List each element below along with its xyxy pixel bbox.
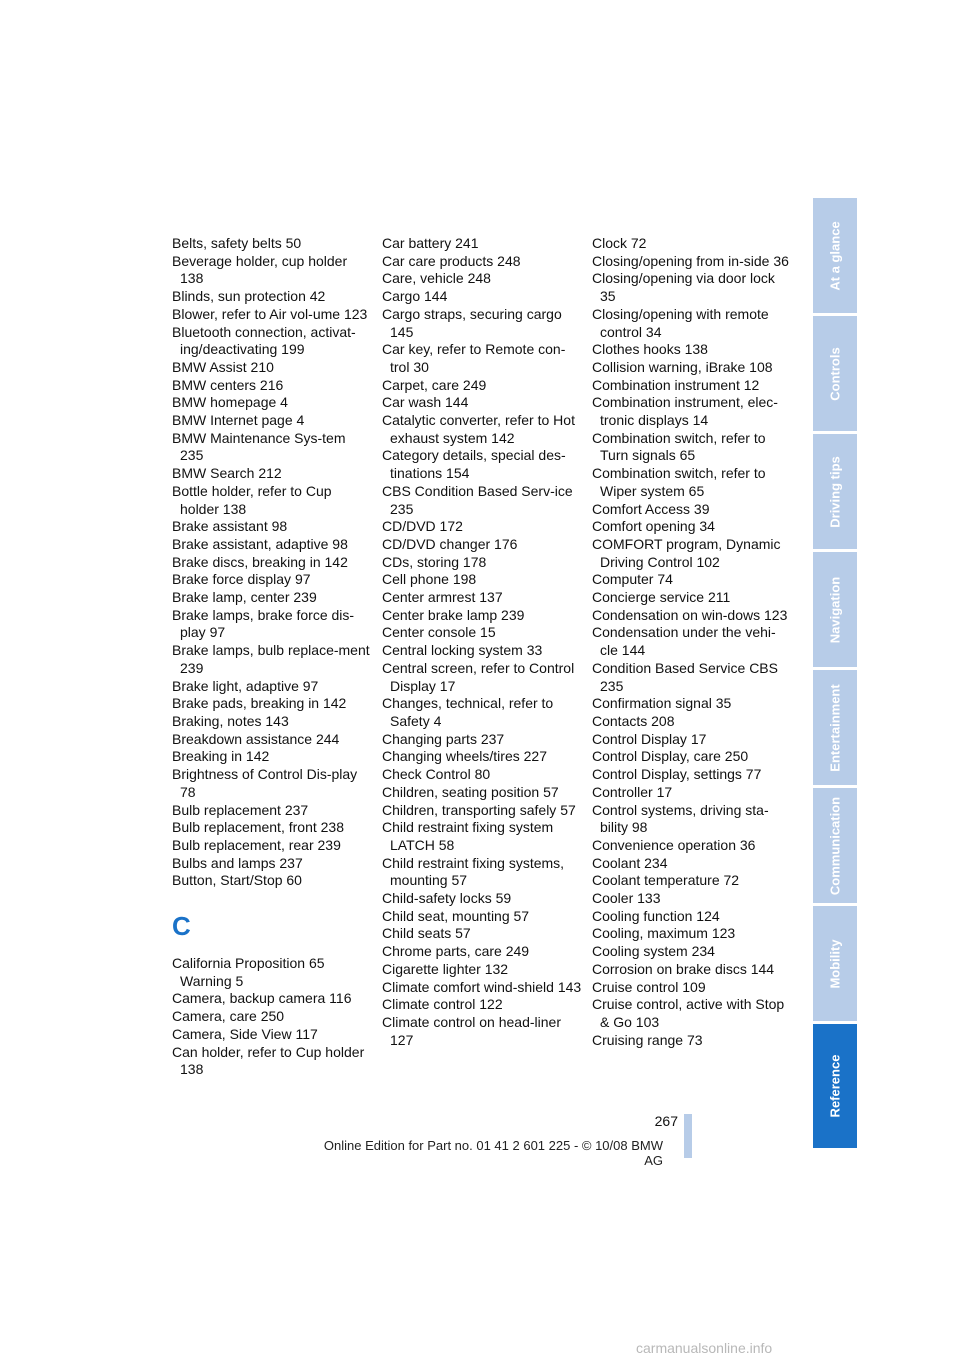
index-entry: COMFORT program, Dynamic Driving Control 102 [592, 535, 781, 570]
index-entry: Clock 72 [592, 235, 647, 251]
index-entry: Cruising range 73 [592, 1031, 703, 1048]
index-entry: Brake lamps, bulb replace-ment 239 [172, 642, 370, 676]
index-entry: Child-safety locks 59 [382, 890, 512, 907]
index-entry: Bulb replacement 237 [172, 801, 309, 818]
index-entry: Camera, Side View 117 [172, 1025, 318, 1042]
page-number: 267 [654, 1113, 678, 1129]
index-entry: Car battery 241 [382, 235, 479, 251]
index-entry: Brake force display 97 [172, 571, 311, 588]
index-entry: Cooling system 234 [592, 943, 715, 960]
index-entry: Cooling function 124 [592, 907, 720, 924]
index-entry: Coolant 234 [592, 854, 668, 871]
index-entry: Children, transporting safely 57 [382, 801, 576, 818]
index-entry: Bulb replacement, front 238 [172, 819, 344, 836]
section-tabs [813, 198, 857, 1151]
tab-at-a-glance[interactable] [813, 198, 857, 313]
index-entry: Breakdown assistance 244 [172, 730, 340, 747]
index-entry: Changing parts 237 [382, 730, 505, 747]
index-entry: Beverage holder, cup holder 138 [172, 252, 348, 287]
index-entry: Bottle holder, refer to Cup holder 138 [172, 482, 332, 517]
index-entry: Catalytic converter, refer to Hot exhaust system 142 [382, 412, 575, 446]
index-entry: CD/DVD 172 [382, 518, 463, 535]
index-entry: Camera, care 250 [172, 1008, 285, 1025]
index-entry: Central locking system 33 [382, 642, 543, 659]
index-entry: Button, Start/Stop 60 [172, 872, 302, 889]
index-entry: Comfort Access 39 [592, 500, 710, 517]
index-entry: Condensation on win-dows 123 [592, 606, 788, 623]
index-entry: BMW Assist 210 [172, 358, 274, 375]
index-entry: BMW homepage 4 [172, 394, 288, 411]
index-entry: Cruise control, active with Stop & Go 103 [592, 996, 785, 1030]
index-entry: Belts, safety belts 50 [172, 235, 302, 251]
index-entry: Blower, refer to Air vol-ume 123 [172, 305, 368, 322]
index-entry: Changes, technical, refer to Safety 4 [382, 695, 554, 729]
tab-label: Navigation [827, 576, 843, 643]
tab-label: Driving tips [827, 455, 843, 528]
tab-label: Mobility [827, 938, 843, 989]
index-entry: Closing/opening with remote control 34 [592, 305, 769, 340]
index-entry: Cruise control 109 [592, 978, 706, 995]
index-entry: Control Display, settings 77 [592, 766, 762, 783]
index-column-3 [592, 235, 792, 1049]
tab-controls[interactable] [813, 316, 857, 431]
index-entry: Chrome parts, care 249 [382, 943, 530, 960]
index-entry: CD/DVD changer 176 [382, 535, 518, 552]
tab-label: At a glance [827, 220, 843, 291]
index-entry: Child seats 57 [382, 925, 471, 942]
index-entry: Check Control 80 [382, 766, 491, 783]
tab-label: Controls [827, 346, 843, 401]
index-entry: Combination instrument, elec-tronic displays 14 [592, 394, 778, 429]
index-entry: Bluetooth connection, activat-ing/deactivating 199 [172, 323, 356, 358]
footer-text: Online Edition for Part no. 01 41 2 601 225 - © 10/08 BMW AG [323, 1138, 663, 1168]
index-entry: Control Display 17 [592, 730, 707, 747]
index-column-1 [172, 235, 372, 1079]
index-column-2 [382, 235, 582, 1049]
index-entry: Confirmation signal 35 [592, 695, 732, 712]
section-c-entries [172, 955, 372, 1079]
index-entry: Cigarette lighter 132 [382, 960, 509, 977]
index-entry: Convenience operation 36 [592, 836, 756, 853]
index-entry: BMW Search 212 [172, 465, 282, 482]
index-entry: Child seat, mounting 57 [382, 907, 530, 924]
index-entry: CDs, storing 178 [382, 553, 487, 570]
index-entry: Blinds, sun protection 42 [172, 288, 326, 305]
index-entry: Collision warning, iBrake 108 [592, 358, 773, 375]
tab-mobility[interactable] [813, 906, 857, 1021]
index-entry: Climate control 122 [382, 996, 503, 1013]
index-entry: Controller 17 [592, 783, 673, 800]
tab-label: Communication [827, 796, 843, 895]
tab-driving-tips[interactable] [813, 434, 857, 549]
index-entry: BMW Internet page 4 [172, 412, 305, 429]
index-entry: Closing/opening via door lock 35 [592, 270, 775, 305]
index-entry: Center console 15 [382, 624, 496, 641]
index-entry: Control systems, driving sta-bility 98 [592, 801, 769, 836]
index-entry: Car care products 248 [382, 252, 521, 269]
index-entry: Computer 74 [592, 571, 673, 588]
index-entry: Brightness of Control Dis-play 78 [172, 766, 358, 800]
index-entry: Comfort opening 34 [592, 518, 715, 535]
index-entry: Car wash 144 [382, 394, 469, 411]
index-entry: Changing wheels/tires 227 [382, 748, 547, 765]
index-entry: Brake light, adaptive 97 [172, 677, 319, 694]
index-entry: Cargo straps, securing cargo 145 [382, 305, 562, 340]
index-entry: Cooling, maximum 123 [592, 925, 736, 942]
index-entries [172, 235, 372, 890]
index-entry: Brake assistant, adaptive 98 [172, 535, 348, 552]
index-entry: Child restraint fixing systems, mounting 57 [382, 854, 565, 889]
index-entry: BMW centers 216 [172, 376, 284, 393]
index-entry: Coolant temperature 72 [592, 872, 740, 889]
index-entry: Car key, refer to Remote con-trol 30 [382, 341, 566, 375]
index-entry: Combination switch, refer to Wiper system 65 [592, 465, 766, 499]
watermark: carmanualsonline.info [636, 1340, 773, 1356]
index-entry: Cargo 144 [382, 288, 448, 305]
index-entry: Brake discs, breaking in 142 [172, 553, 348, 570]
index-entry: Climate control on head-liner 127 [382, 1013, 561, 1048]
index-entry: Cell phone 198 [382, 571, 477, 588]
index-entry: Child restraint fixing system LATCH 58 [382, 819, 554, 853]
index-entry: Concierge service 211 [592, 589, 731, 606]
tab-label: Reference [827, 1054, 843, 1118]
index-entry: Brake lamp, center 239 [172, 589, 317, 606]
index-entry: Condition Based Service CBS 235 [592, 659, 778, 694]
index-entry: Camera, backup camera 116 [172, 990, 352, 1007]
index-entry: Braking, notes 143 [172, 712, 289, 729]
tab-reference[interactable] [813, 1024, 857, 1148]
index-entry: Breaking in 142 [172, 748, 270, 765]
tab-communication[interactable] [813, 788, 857, 903]
index-entry: Brake pads, breaking in 142 [172, 695, 347, 712]
index-entry: Category details, special des-tinations 154 [382, 447, 566, 482]
index-entry: Combination switch, refer to Turn signals 65 [592, 429, 766, 464]
index-entry: Closing/opening from in-side 36 [592, 252, 789, 269]
index-entry: Brake assistant 98 [172, 518, 288, 535]
index-entry: Clothes hooks 138 [592, 341, 708, 358]
index-entry: Can holder, refer to Cup holder 138 [172, 1043, 365, 1078]
index-entry: Children, seating position 57 [382, 783, 559, 800]
index-entry: Corrosion on brake discs 144 [592, 960, 775, 977]
index-entry: Carpet, care 249 [382, 376, 487, 393]
index-entry: CBS Condition Based Serv-ice 235 [382, 482, 573, 517]
index-entry: Central screen, refer to Control Display 17 [382, 659, 575, 694]
index-entry: Center armrest 137 [382, 589, 503, 606]
index-entry: Cooler 133 [592, 890, 661, 907]
index-entry: BMW Maintenance Sys-tem 235 [172, 429, 346, 464]
page-number-bar [684, 1114, 692, 1158]
tab-navigation[interactable] [813, 552, 857, 667]
index-entry: Control Display, care 250 [592, 748, 749, 765]
index-entry: Bulbs and lamps 237 [172, 854, 303, 871]
index-entry: Brake lamps, brake force dis-play 97 [172, 606, 355, 641]
index-entry: Care, vehicle 248 [382, 270, 491, 287]
index-entry: Bulb replacement, rear 239 [172, 836, 341, 853]
index-entry: Condensation under the vehi-cle 144 [592, 624, 776, 659]
section-letter-c: C [172, 911, 191, 942]
index-entry: California Proposition 65 Warning 5 [172, 955, 325, 989]
index-entry: Contacts 208 [592, 712, 675, 729]
index-entry: Climate comfort wind-shield 143 [382, 978, 582, 995]
index-entry: Combination instrument 12 [592, 376, 760, 393]
tab-entertainment[interactable] [813, 670, 857, 785]
tab-label: Entertainment [827, 683, 843, 772]
index-entry: Center brake lamp 239 [382, 606, 525, 623]
